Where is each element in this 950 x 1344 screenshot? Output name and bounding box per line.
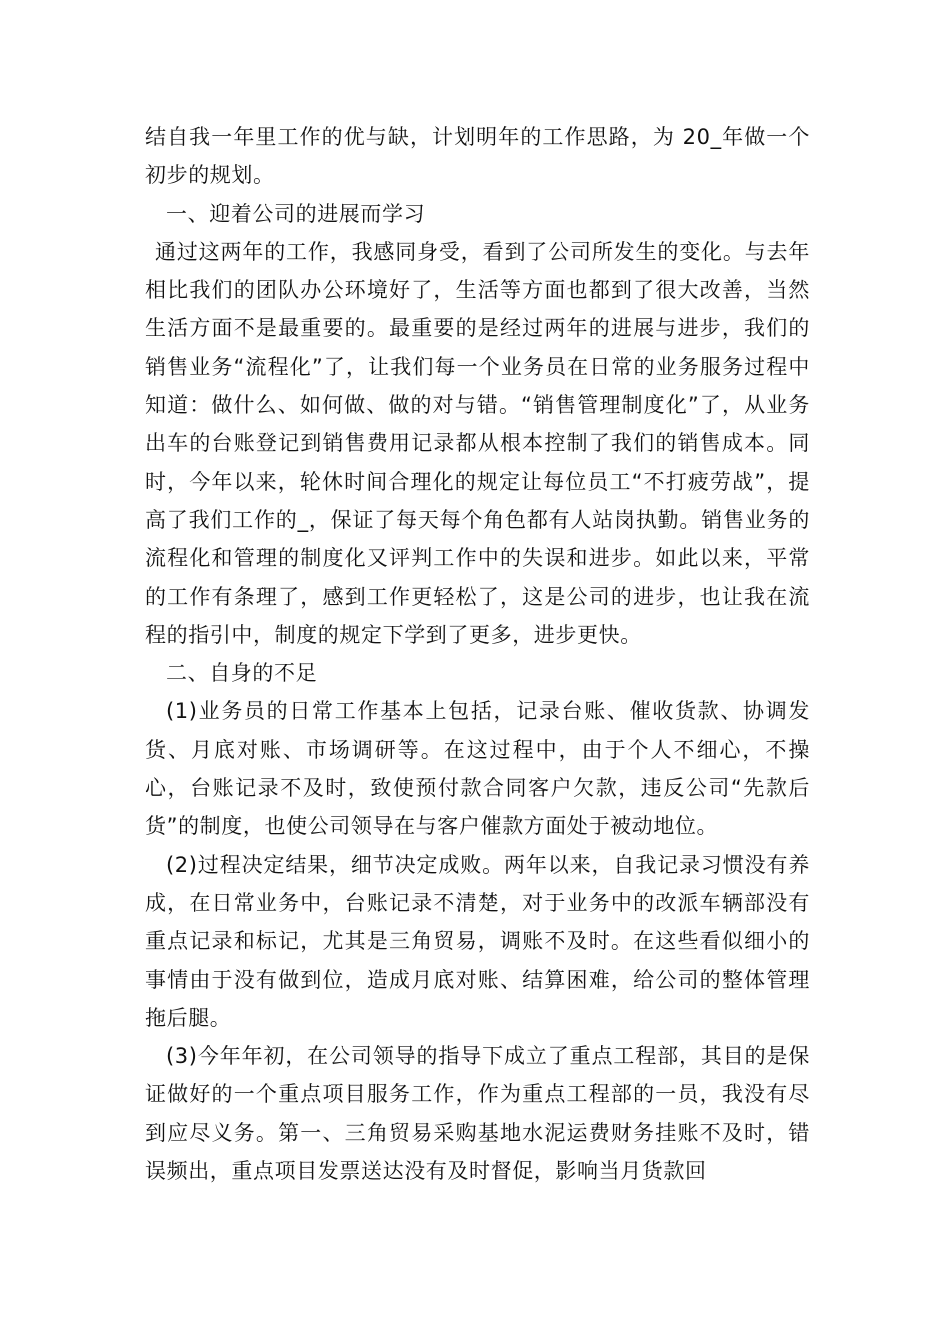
section-heading-2: 二、自身的不足 bbox=[166, 661, 318, 686]
section-heading-1: 一、迎着公司的进展而学习 bbox=[166, 201, 426, 226]
shortcoming-paragraph-1: (1)业务员的日常工作基本上包括，记录台账、催收货款、协调发货、月底对账、市场调研等。在这过程中，由于个人不细心，不操心，台账记录不及时，致使预付款合同客户欠款，违反公司“先款后货”的制度，也使公司领导在与客户催款方面处于被动地位。 bbox=[145, 699, 810, 839]
shortcoming-paragraph-2: (2)过程决定结果，细节决定成败。两年以来，自我记录习惯没有养成，在日常业务中，台账记录不清楚，对于业务中的改派车辆部没有重点记录和标记，尤其是三角贸易，调账不及时。在这些看似细小的事情由于没有做到位，造成月底对账、结算困难，给公司的整体管理拖后腿。 bbox=[145, 852, 810, 1030]
document-body bbox=[145, 118, 810, 1190]
intro-paragraph: 结自我一年里工作的优与缺，计划明年的工作思路，为 20_年做一个初步的规划。 bbox=[145, 125, 810, 188]
shortcoming-paragraph-3: (3)今年年初，在公司领导的指导下成立了重点工程部，其目的是保证做好的一个重点项目服务工作，作为重点工程部的一员，我没有尽到应尽义务。第一、三角贸易采购基地水泥运费财务挂账不及时，错误频出，重点项目发票送达没有及时督促，影响当月货款回 bbox=[145, 1044, 810, 1184]
section-1-paragraph: 通过这两年的工作，我感同身受，看到了公司所发生的变化。与去年相比我们的团队办公环境好了，生活等方面也都到了很大改善，当然生活方面不是最重要的。最重要的是经过两年的进展与进步，我们的销售业务“流程化”了，让我们每一个业务员在日常的业务服务过程中知道：做什么、如何做、做的对与错。“销售管理制度化”了，从业务出车的台账登记到销售费用记录都从根本控制了我们的销售成本。同时，今年以来，轮休时间合理化的规定让每位员工“不打疲劳战”，提高了我们工作的_，保证了每天每个角色都有人站岗执勤。销售业务的流程化和管理的制度化又评判工作中的失误和进步。如此以来，平常的工作有条理了，感到工作更轻松了，这是公司的进步，也让我在流程的指引中，制度的规定下学到了更多，进步更快。 bbox=[145, 239, 810, 647]
